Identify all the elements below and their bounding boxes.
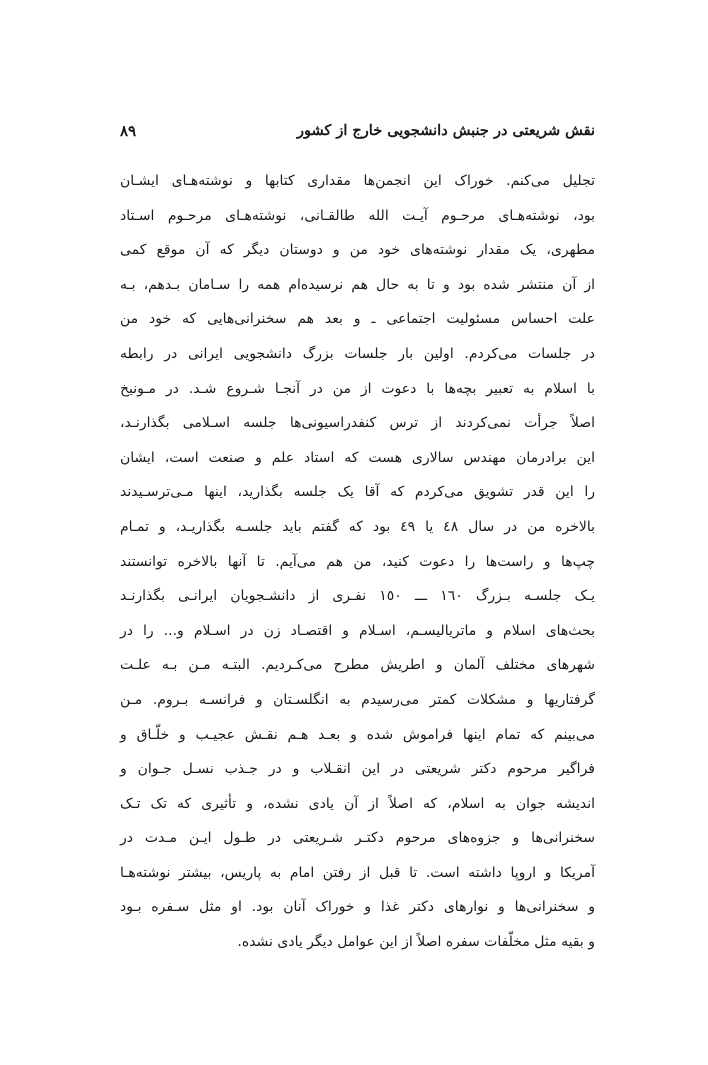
chapter-title: نقش شریعتی در جنبش دانشجویی خارج از کشور xyxy=(296,122,595,139)
text-line: از آن منتشر شده بود و تا به حال هم نرسیده‌ام همه را سـامان بـدهم، بـه xyxy=(120,276,595,293)
text-line: یـک جلسـه بـزرگ ١٦٠ ـــ ١٥٠ نفـری از دانشـجویان ایرانـی بگذارنـد xyxy=(120,588,595,605)
text-line: بحث‌های اسلام و ماتریالیسـم، اسـلام و اقتصـاد زن در اسـلام و... را در xyxy=(120,622,595,639)
text-line: بالاخره من در سال ٤٨ یا ٤٩ بود که گفتم باید جلسـه بگذاریـد، و تمـام xyxy=(120,518,596,535)
running-header xyxy=(120,118,595,144)
text-line: می‌بینم که تمام اینها فراموش شده و بعـد هـم نقـش عجیـب و خلّـاق و xyxy=(120,726,595,743)
text-line: مطهری، یک مقدار نوشته‌های خود من و دوستان دیگر که آن موقع کمی xyxy=(120,242,595,259)
body-text xyxy=(120,164,595,960)
text-line: را این قدر تشویق می‌کردم که آقا یک جلسه بگذارید، اینها مـی‌ترسـیدند xyxy=(120,484,595,501)
text-line: اصلاً جرأت نمی‌کردند از ترس کنفدراسیونی‌ها جلسه اسـلامی بگذارنـد، xyxy=(120,415,595,432)
text-line: اندیشه جوان به اسلام، که اصلاً از آن یادی نشده، و تأثیری که تک تـک xyxy=(120,795,595,812)
text-line: گرفتاریها و مشکلات کمتر می‌رسیدم به انگلسـتان و فرانسـه بـروم. مـن xyxy=(120,691,595,708)
text-line: بود، نوشته‌هـای مرحـوم آیـت الله طالقـانی، نوشته‌هـای مرحـوم اسـتاد xyxy=(120,207,595,224)
text-line: و بقیه مثل مخلّفات سفره اصلاً از این عوامل دیگر یادی نشده. xyxy=(237,934,595,951)
text-line: سخنرانی‌ها و جزوه‌های مرحوم دکتـر شـریعتی در طـول ایـن مـدت در xyxy=(120,830,595,847)
text-line: در جلسات می‌کردم. اولین بار جلسات بزرگ دانشجویی ایرانی در رابطه xyxy=(120,345,595,362)
text-line: چپ‌ها و راست‌ها را دعوت کنید، من هم می‌آیم. تا آنها بالاخره توانستند xyxy=(120,553,595,570)
page-number: ۸۹ xyxy=(120,122,137,140)
text-line: آمریکا و اروپا داشته است. تا قبل از رفتن امام به پاریس، بیشتر نوشته‌هـا xyxy=(120,864,595,881)
text-line: و سخنرانی‌ها و نوارهای دکتر غذا و خوراک آنان بود. او مثل سـفره بـود xyxy=(120,899,595,916)
text-line: تجلیل می‌کنم. خوراک این انجمن‌ها مقداری کتابها و نوشته‌هـای ایشـان xyxy=(120,173,595,189)
text-line: با اسلام به تعبیر بچه‌ها با دعوت از من در آنجـا شـروع شـد. در مـونیخ xyxy=(120,380,595,397)
text-line: شهرهای مختلف آلمان و اطریش مطرح می‌کـردیم. البتـه مـن بـه علـت xyxy=(120,657,595,674)
text-line: فراگیر مرحوم دکتر شریعتی در این انقـلاب و در جـذب نسـل جـوان و xyxy=(120,761,595,778)
text-line: علت احساس مسئولیت اجتماعی ـ و بعد هم سخنرانی‌هایی که خود من xyxy=(120,311,595,328)
text-line: این برادرمان مهندس سالاری هست که استاد علم و صنعت است، ایشان xyxy=(120,449,595,466)
